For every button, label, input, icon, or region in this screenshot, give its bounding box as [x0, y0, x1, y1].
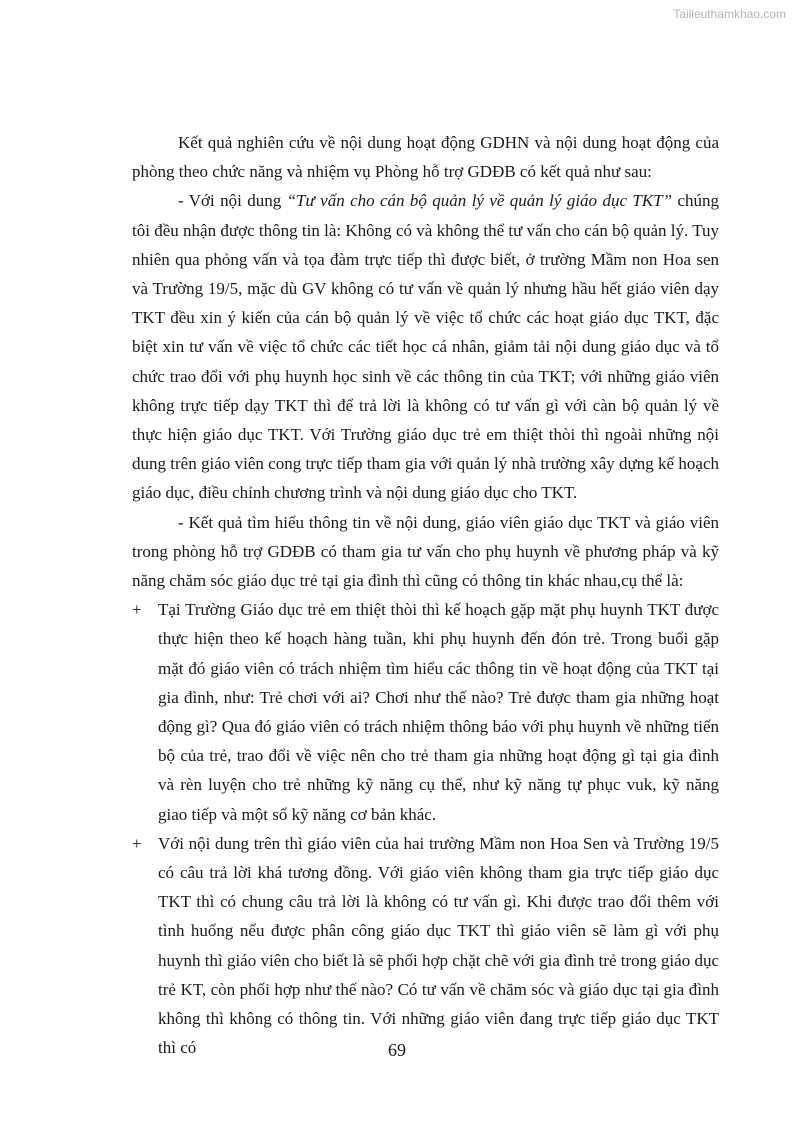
paragraph-suffix: chúng tôi đều nhận được thông tin là: Không có và không thể tư vấn cho cán bộ quản lý. Tuy nhiên qua phỏng vấn và tọa đàm trực tiếp thì được biết, ở trường Mầm non Hoa sen và Trường 19/5, mặc dù GV không có tư vấn về quản lý nhưng hầu hết giáo viên dạy TKT đều xin ý kiến của cán bộ quản lý về việc tổ chức các hoạt giáo dục TKT, đặc biệt xin tư vấn về việc tổ chức các tiết học cá nhân, giảm tải nội dung giáo dục và tổ chức trao đổi với phụ huynh học sinh về các thông tin của TKT; với những giáo viên không trực tiếp dạy TKT thì để trả lời là không có tư vấn gì với càn bộ quản lý về thực hiện giáo dục TKT. Với Trường giáo dục trẻ em thiệt thòi thì ngoài những nội dung trên giáo viên cong trực tiếp tham gia với quản lý nhà trường xây dựng kế hoạch giáo dục, điều chỉnh chương trình và nội dung giáo dục cho TKT. [132, 191, 720, 503]
watermark: Tailieuthamkhao.com [673, 7, 786, 21]
page-number: 69 [388, 1040, 406, 1060]
document-body [132, 128, 719, 1063]
list-item [132, 595, 719, 829]
plus-bullet-icon: + [132, 600, 142, 620]
paragraph-parent-consulting: - Kết quả tìm hiểu thông tin về nội dung, giáo viên giáo dục TKT và giáo viên trong phòng hỗ trợ GDĐB có tham gia tư vấn cho phụ huynh về phương pháp và kỹ năng chăm sóc giáo dục trẻ tại gia đình thì cũng có thông tin khác nhau,cụ thể là: [132, 512, 719, 591]
paragraph-intro: Kết quả nghiên cứu về nội dung hoạt động GDHN và nội dung hoạt động của phòng theo chức năng và nhiệm vụ Phòng hỗ trợ GDĐB có kết quả như sau: [132, 133, 719, 182]
list-item [132, 829, 719, 1063]
list-item-text: Tại Trường Giáo dục trẻ em thiệt thòi thì kế hoạch gặp mặt phụ huynh TKT được thực hiện theo kế hoạch hàng tuần, khi phụ huynh đến đón trẻ. Trong buổi gặp mặt đó giáo viên có trách nhiệm tìm hiểu các thông tin về hoạt động của TKT tại gia đình, như: Trẻ chơi với ai? Chơi như thế nào? Trẻ được tham gia những hoạt động gì? Qua đó giáo viên có trách nhiệm thông báo với phụ huynh về những tiến bộ của trẻ, trao đổi về việc nên cho trẻ tham gia những hoạt động gì tại gia đình và rèn luyện cho trẻ những kỹ năng cụ thể, như kỹ năng tự phục vuk, kỹ năng giao tiếp và một số kỹ năng cơ bản khác. [158, 600, 719, 824]
plus-bullet-icon: + [132, 833, 142, 853]
paragraph-management-consulting [132, 186, 719, 507]
list-item-text: Với nội dung trên thì giáo viên của hai trường Mầm non Hoa Sen và Trường 19/5 có câu trả lời khá tương đồng. Với giáo viên không tham gia trực tiếp giáo dục TKT thì có chung câu trả lời là không có tư vấn gì. Khi được trao đổi thêm với tình huống nếu được phân công giáo dục TKT thì giáo viên sẽ làm gì với phụ huynh thì giáo viên cho biết là sẽ phối hợp chặt chẽ với gia đình trẻ trong giáo dục trẻ KT, còn phối hợp như thế nào? Có tư vấn về chăm sóc và giáo dục tại gia đình không thì không có thông tin. Với những giáo viên đang trực tiếp giáo dục TKT thì có [158, 833, 719, 1058]
paragraph-prefix: - Với nội dung [178, 191, 287, 211]
italic-quote: “Tư vấn cho cán bộ quản lý về quản lý giáo dục TKT” [286, 191, 673, 211]
